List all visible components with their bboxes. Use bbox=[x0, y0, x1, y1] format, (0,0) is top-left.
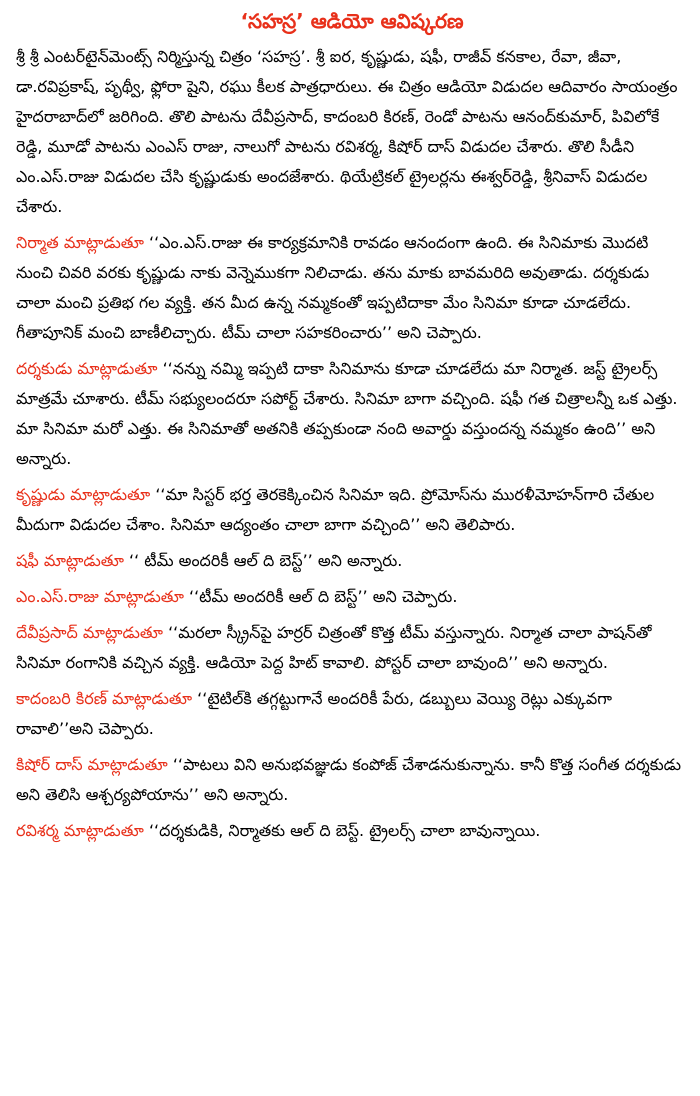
speaker-label: కాదంబరి కిరణ్ మాట్లాడుతూ bbox=[16, 689, 193, 708]
quote-paragraph-ms-raju bbox=[16, 582, 688, 612]
quote-text: ‘‘మరలా స్క్రీన్‌పై హర్రర్ చిత్రంతో కొత్త టీమ్ వస్తున్నారు. నిర్మాత చాలా పాషన్‌తో సినిమా రంగానికి వచ్చిన వ్యక్తి. ఆడియో పెద్ద హిట్ కావాలి. పోస్టర్ చాలా బావుంది’’ అని అన్నారు. bbox=[16, 623, 652, 672]
quote-text: ‘‘మా సిస్టర్ భర్త తెరకెక్కించిన సినిమా ఇది. ప్రోమోస్‌ను మురళీమోహన్‌గారి చేతుల మీదుగా విడుదల చేశాం. సినిమా ఆద్యంతం చాలా బాగా వచ్చింది’’ అని తెలిపారు. bbox=[16, 485, 655, 534]
speaker-label: కృష్ణుడు మాట్లాడుతూ bbox=[16, 485, 151, 504]
speaker-label: రవిశర్మ మాట్లాడుతూ bbox=[16, 821, 144, 840]
quote-text: ‘‘ టీమ్ అందరికీ ఆల్ ది బెస్ట్’’ అని అన్నారు. bbox=[123, 551, 403, 570]
quote-paragraph-shafi bbox=[16, 546, 688, 576]
quote-text: ‘‘పాటలు విని అనుభవజ్ఞుడు కంపోజ్ చేశాడనుకున్నాను. కానీ కొత్త సంగీత దర్శకుడు అని తెలిసి ఆశ్చర్యపోయాను’’ అని అన్నారు. bbox=[16, 755, 682, 804]
quote-paragraph-ravi-sharma bbox=[16, 816, 688, 846]
quote-paragraph-krishnudu bbox=[16, 480, 688, 540]
speaker-label: కిషోర్ దాస్ మాట్లాడుతూ bbox=[16, 755, 168, 774]
speaker-label: ఎం.ఎస్.రాజు మాట్లాడుతూ bbox=[16, 587, 184, 606]
quote-paragraph-deviprasad bbox=[16, 618, 688, 678]
speaker-label: నిర్మాత మాట్లాడుతూ bbox=[16, 233, 144, 252]
quote-paragraph-kadambari-kiran bbox=[16, 684, 688, 744]
quote-text: ‘‘దర్శకుడికి, నిర్మాతకు ఆల్ ది బెస్ట్. ట్రైలర్స్ చాలా బావున్నాయి. bbox=[143, 821, 541, 840]
quote-text: ‘‘ఎం.ఎస్.రాజు ఈ కార్యక్రమానికి రావడం ఆనందంగా ఉంది. ఈ సినిమాకు మొదటి నుంచి చివరి వరకు కృష్ణుడు నాకు వెన్నెముకగా నిలిచాడు. తను మాకు బావమరిది అవుతాడు. దర్శకుడు చాలా మంచి ప్రతిభ గల వ్యక్తి. తన మీద ఉన్న నమ్మకంతో ఇప్పటిదాకా మేం సినిమా కూడా చూడలేదు. గీతాపూనిక్ మంచి బాణీలిచ్చారు. టీమ్ చాలా సహకరించారు’’ అని చెప్పారు. bbox=[16, 233, 650, 342]
quote-text: ‘‘నన్ను నమ్మి ఇప్పటి దాకా సినిమాను కూడా చూడలేదు మా నిర్మాత. జస్ట్ ట్రైలర్స్ మాత్రమే చూశారు. టీమ్ సభ్యులందరూ సపోర్ట్ చేశారు. సినిమా బాగా వచ్చింది. షఫీ గత చిత్రాలన్నీ ఒక ఎత్తు. మా సినిమా మరో ఎత్తు. ఈ సినిమాతో అతనికి తప్పకుండా నంది అవార్డు వస్తుందన్న నమ్మకం ఉంది’’ అని అన్నారు. bbox=[16, 359, 678, 468]
intro-paragraph: శ్రీ శ్రీ ఎంటర్‌టైన్‌మెంట్స్ నిర్మిస్తున్న చిత్రం ‘సహస్ర’. శ్రీ ఐర, కృష్ణుడు, షఫీ, రాజీవ్ కనకాల, రేవా, జీవా, డా.రవిప్రకాష్, పృథ్వీ, ఫ్లోరా షైని, రఘు కీలక పాత్రధారులు. ఈ చిత్రం ఆడియో విడుదల ఆదివారం సాయంత్రం హైదరాబాద్‌లో జరిగింది. తొలి పాటను దేవీప్రసాద్, కాదంబరి కిరణ్, రెండో పాటను ఆనంద్‌కుమార్, పివిలోకే రెడ్డి, మూడో పాటను ఎంఎస్ రాజు, నాలుగో పాటను రవిశర్మ, కిషోర్ దాస్ విడుదల చేశారు. తొలి సీడీని ఎం.ఎస్.రాజు విడుదల చేసి కృష్ణుడుకు అందజేశారు. థియేట్రికల్ ట్రైలర్లను ఈశ్వర్‌రెడ్డి, శ్రీనివాస్ విడుదల చేశారు. bbox=[16, 47, 678, 216]
quote-paragraph-producer bbox=[16, 228, 688, 348]
quote-paragraph-kishore-das bbox=[16, 750, 688, 810]
article-title: ‘సహస్ర’ ఆడియో ఆవిష్కరణ bbox=[240, 9, 464, 33]
quote-text: ‘‘టీమ్ అందరికీ ఆల్ ది బెస్ట్’’ అని చెప్పారు. bbox=[183, 587, 458, 606]
quote-paragraph-director bbox=[16, 354, 688, 474]
speaker-label: దర్శకుడు మాట్లాడుతూ bbox=[16, 359, 158, 378]
quote-text: ‘‘టైటిల్‌కి తగ్గట్టుగానే అందరికీ పేరు, డబ్బులు వెయ్యి రెట్లు ఎక్కువగా రావాలి’’అని చెప్పారు. bbox=[16, 689, 613, 738]
speaker-label: షఫీ మాట్లాడుతూ bbox=[16, 551, 124, 570]
speaker-label: దేవీప్రసాద్ మాట్లాడుతూ bbox=[16, 623, 163, 642]
